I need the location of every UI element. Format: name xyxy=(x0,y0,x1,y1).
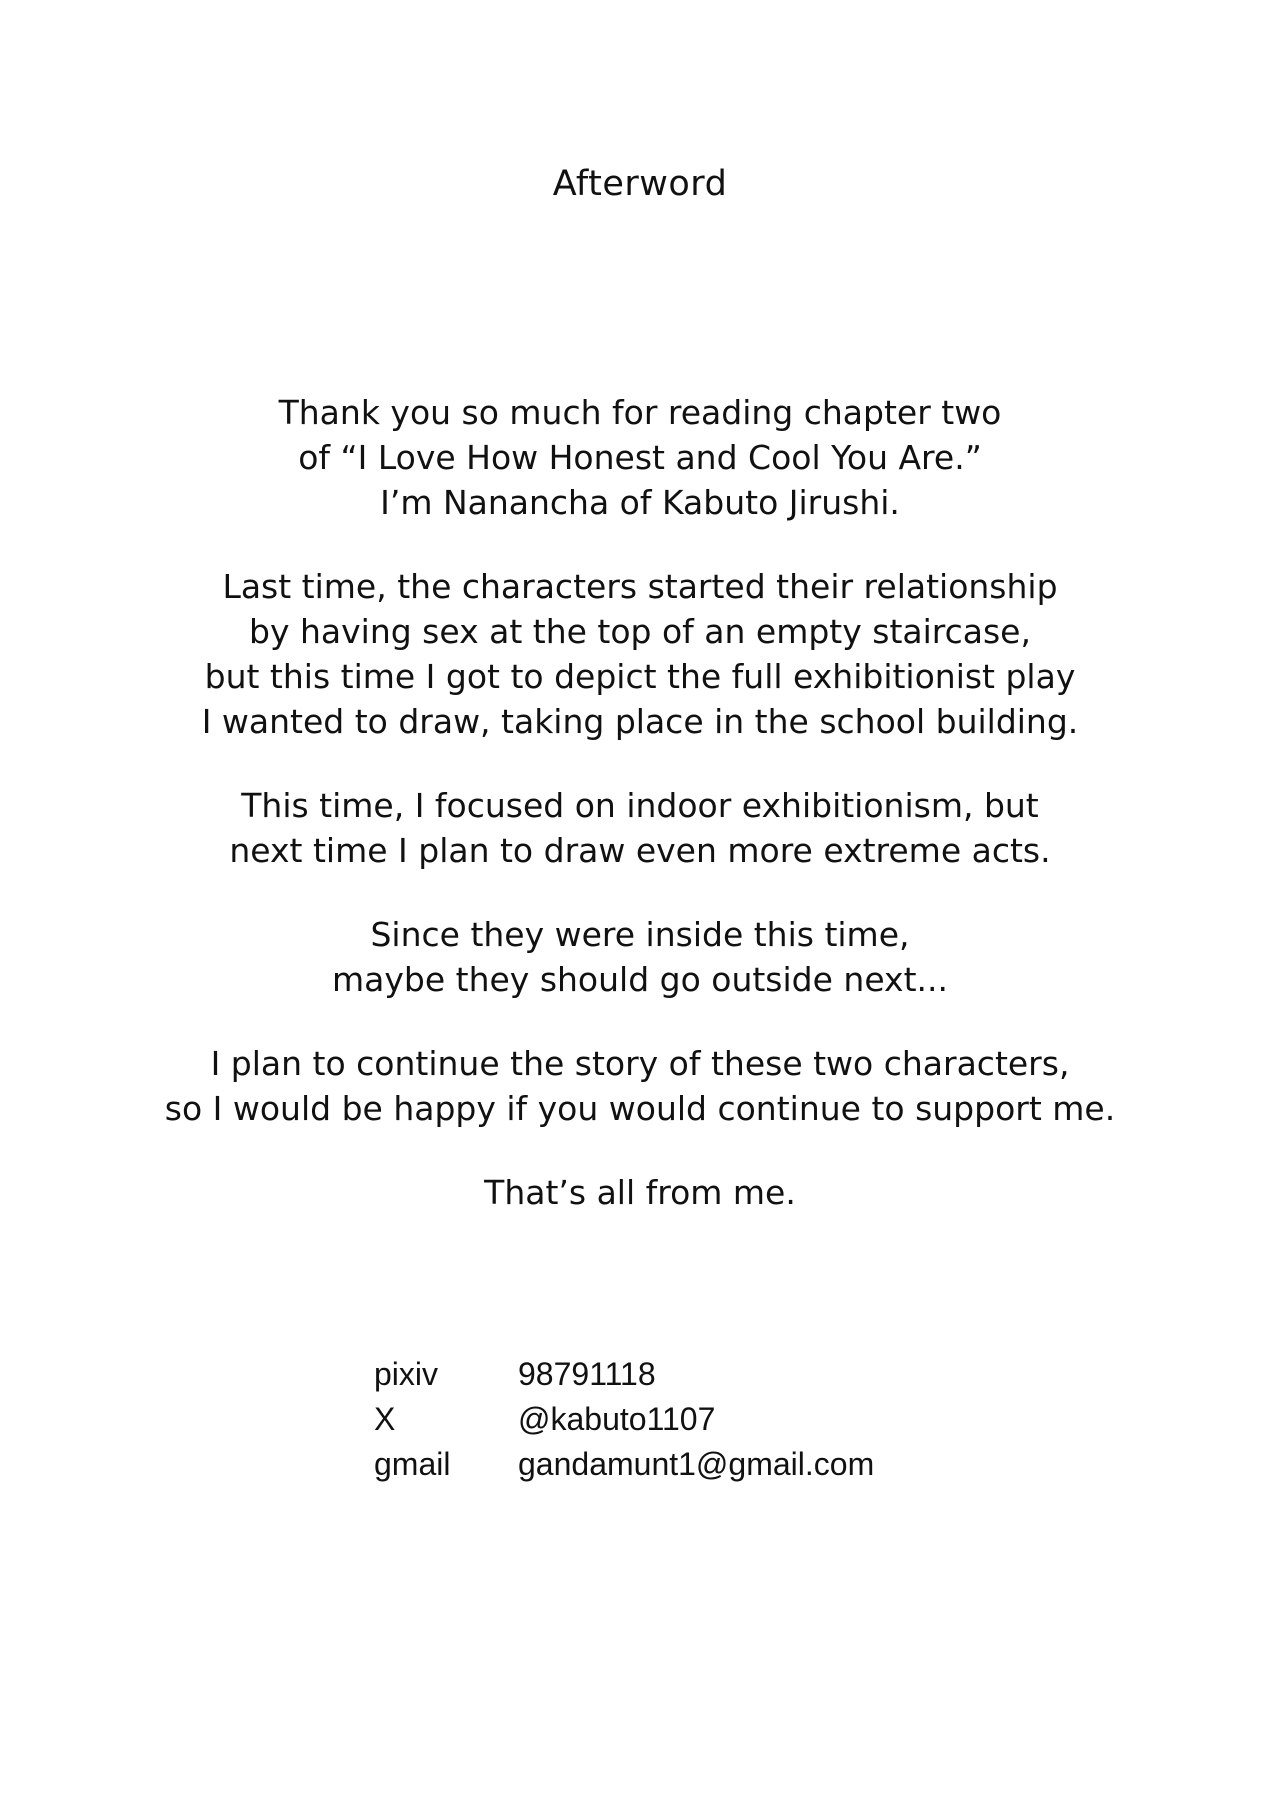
contact-list xyxy=(374,1352,874,1487)
text-line: maybe they should go outside next... xyxy=(332,960,948,999)
text-line: of “I Love How Honest and Cool You Are.” xyxy=(298,438,982,477)
text-line: I plan to continue the story of these two characters, xyxy=(210,1044,1070,1083)
contact-label: X xyxy=(374,1401,396,1437)
text-line: This time, I focused on indoor exhibitionism, but xyxy=(241,786,1039,825)
text-line: I wanted to draw, taking place in the school building. xyxy=(201,702,1079,741)
paragraph-2 xyxy=(140,564,1140,744)
contact-value: @kabuto1107 xyxy=(518,1401,716,1437)
contact-row-gmail xyxy=(374,1442,874,1487)
text-line: so I would be happy if you would continue to support me. xyxy=(164,1089,1116,1128)
contact-row-pixiv xyxy=(374,1352,874,1397)
text-line: That’s all from me. xyxy=(484,1173,796,1212)
paragraph-4 xyxy=(140,912,1140,1002)
text-line: Last time, the characters started their relationship xyxy=(222,567,1058,606)
contact-label: gmail xyxy=(374,1446,451,1482)
contact-value: 98791118 xyxy=(518,1356,656,1392)
paragraph-3 xyxy=(140,783,1140,873)
paragraph-1 xyxy=(140,390,1140,525)
contact-row-x xyxy=(374,1397,874,1442)
contact-label: pixiv xyxy=(374,1356,439,1392)
text-line: next time I plan to draw even more extreme acts. xyxy=(229,831,1051,870)
text-line: but this time I got to depict the full exhibitionist play xyxy=(204,657,1076,696)
text-line: by having sex at the top of an empty staircase, xyxy=(249,612,1031,651)
text-line: Thank you so much for reading chapter two xyxy=(278,393,1002,432)
contact-value: gandamunt1@gmail.com xyxy=(518,1446,875,1482)
text-line: Since they were inside this time, xyxy=(370,915,910,954)
page-title: Afterword xyxy=(552,164,728,204)
afterword-body xyxy=(140,390,1140,1254)
text-line: I’m Nanancha of Kabuto Jirushi. xyxy=(380,483,900,522)
paragraph-5 xyxy=(140,1041,1140,1131)
paragraph-6 xyxy=(140,1170,1140,1215)
